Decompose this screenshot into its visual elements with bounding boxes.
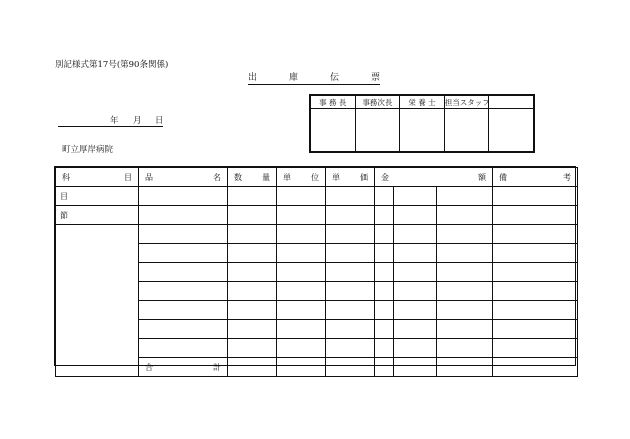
total-unit-price-cell[interactable] — [326, 358, 375, 377]
amount-cell[interactable] — [394, 206, 437, 225]
date-year-label: 年 — [110, 116, 119, 126]
quantity-cell[interactable] — [228, 206, 277, 225]
amount-cell[interactable] — [394, 282, 437, 301]
amount-cell[interactable] — [375, 187, 394, 206]
unit-cell[interactable] — [277, 263, 326, 282]
approval-header-blank — [489, 96, 534, 109]
amount-cell[interactable] — [375, 206, 394, 225]
unit-cell[interactable] — [277, 301, 326, 320]
amount-cell[interactable] — [375, 320, 394, 339]
remarks-cell[interactable] — [493, 244, 578, 263]
unit-cell[interactable] — [277, 339, 326, 358]
unit-cell[interactable] — [277, 225, 326, 244]
amount-cell[interactable] — [394, 263, 437, 282]
total-label-cell — [139, 358, 228, 377]
amount-cell[interactable] — [375, 282, 394, 301]
remarks-cell[interactable] — [493, 263, 578, 282]
remarks-cell[interactable] — [493, 206, 578, 225]
quantity-cell[interactable] — [228, 282, 277, 301]
amount-cell[interactable] — [375, 301, 394, 320]
subject-setsu-label: 節 — [60, 210, 68, 220]
amount-cell[interactable] — [437, 206, 493, 225]
stamp-cell-deputy[interactable] — [355, 109, 400, 152]
remarks-cell[interactable] — [493, 320, 578, 339]
hospital-name: 町立厚岸病院 — [62, 145, 114, 155]
unit-price-cell[interactable] — [326, 263, 375, 282]
item-cell[interactable] — [139, 244, 228, 263]
header-unit-price: 単 価 — [326, 168, 375, 187]
date-field[interactable] — [58, 116, 163, 127]
total-amount-cell[interactable] — [375, 358, 394, 377]
unit-price-cell[interactable] — [326, 282, 375, 301]
unit-cell[interactable] — [277, 282, 326, 301]
subject-moku-cell[interactable] — [56, 187, 139, 206]
amount-cell[interactable] — [394, 301, 437, 320]
amount-cell[interactable] — [375, 244, 394, 263]
remarks-cell[interactable] — [493, 301, 578, 320]
quantity-cell[interactable] — [228, 301, 277, 320]
stamp-cell-nutritionist[interactable] — [400, 109, 445, 152]
item-cell[interactable] — [139, 263, 228, 282]
item-cell[interactable] — [139, 206, 228, 225]
quantity-cell[interactable] — [228, 320, 277, 339]
remarks-cell[interactable] — [493, 225, 578, 244]
amount-cell[interactable] — [437, 301, 493, 320]
unit-price-cell[interactable] — [326, 206, 375, 225]
header-subject: 科 目 — [56, 168, 139, 187]
amount-cell[interactable] — [375, 339, 394, 358]
unit-cell[interactable] — [277, 320, 326, 339]
remarks-cell[interactable] — [493, 187, 578, 206]
unit-cell[interactable] — [277, 187, 326, 206]
title-char-2: 庫 — [288, 73, 298, 83]
amount-cell[interactable] — [394, 187, 437, 206]
total-amount-cell[interactable] — [394, 358, 437, 377]
total-remarks-cell[interactable] — [493, 358, 578, 377]
unit-cell[interactable] — [277, 244, 326, 263]
unit-price-cell[interactable] — [326, 320, 375, 339]
header-item-name: 品 名 — [139, 168, 228, 187]
amount-cell[interactable] — [394, 244, 437, 263]
approval-header-staff: 担当スタッフ — [444, 97, 490, 107]
stamp-cell-director[interactable] — [311, 109, 356, 152]
item-cell[interactable] — [139, 301, 228, 320]
amount-cell[interactable] — [437, 282, 493, 301]
title-char-1: 出 — [248, 73, 258, 83]
amount-cell[interactable] — [394, 339, 437, 358]
total-label-left: 合 — [145, 362, 153, 372]
item-cell[interactable] — [139, 339, 228, 358]
stamp-cell-staff[interactable] — [444, 109, 489, 152]
subject-moku-label: 目 — [60, 191, 68, 201]
header-unit: 単 位 — [277, 168, 326, 187]
approval-header-nutritionist: 栄 養 士 — [400, 96, 445, 109]
title-char-3: 伝 — [329, 73, 339, 83]
unit-price-cell[interactable] — [326, 244, 375, 263]
amount-cell[interactable] — [394, 320, 437, 339]
item-cell[interactable] — [139, 282, 228, 301]
amount-cell[interactable] — [437, 339, 493, 358]
document-title — [248, 70, 380, 85]
remarks-cell[interactable] — [493, 339, 578, 358]
approval-header-director: 事 務 長 — [311, 96, 356, 109]
amount-cell[interactable] — [437, 263, 493, 282]
quantity-cell[interactable] — [228, 187, 277, 206]
unit-price-cell[interactable] — [326, 339, 375, 358]
header-amount: 金 額 — [375, 168, 493, 187]
quantity-cell[interactable] — [228, 339, 277, 358]
header-remarks: 備 考 — [493, 168, 578, 187]
quantity-cell[interactable] — [228, 263, 277, 282]
unit-price-cell[interactable] — [326, 187, 375, 206]
approval-stamp-box — [309, 94, 535, 153]
unit-price-cell[interactable] — [326, 301, 375, 320]
item-cell[interactable] — [139, 225, 228, 244]
amount-cell[interactable] — [437, 225, 493, 244]
stamp-cell-blank[interactable] — [489, 109, 534, 152]
amount-cell[interactable] — [437, 244, 493, 263]
date-day-label: 日 — [155, 116, 164, 126]
total-amount-cell[interactable] — [437, 358, 493, 377]
item-cell[interactable] — [139, 187, 228, 206]
unit-cell[interactable] — [277, 206, 326, 225]
item-cell[interactable] — [139, 320, 228, 339]
approval-header-deputy: 事務次長 — [355, 96, 400, 109]
date-month-label: 月 — [133, 116, 142, 126]
header-quantity: 数 量 — [228, 168, 277, 187]
total-label-right: 計 — [213, 362, 221, 372]
amount-cell[interactable] — [437, 320, 493, 339]
amount-cell[interactable] — [375, 225, 394, 244]
amount-cell[interactable] — [375, 263, 394, 282]
subject-setsu-cell[interactable] — [56, 206, 139, 225]
subject-detail-cell[interactable] — [56, 225, 139, 377]
form-reference: 別記様式第17号(第90条関係) — [55, 60, 169, 70]
quantity-cell[interactable] — [228, 244, 277, 263]
unit-price-cell[interactable] — [326, 225, 375, 244]
amount-cell[interactable] — [437, 187, 493, 206]
remarks-cell[interactable] — [493, 282, 578, 301]
total-quantity-cell[interactable] — [228, 358, 277, 377]
quantity-cell[interactable] — [228, 225, 277, 244]
amount-cell[interactable] — [394, 225, 437, 244]
issue-slip-table — [54, 166, 576, 372]
total-unit-cell[interactable] — [277, 358, 326, 377]
title-char-4: 票 — [370, 73, 380, 83]
